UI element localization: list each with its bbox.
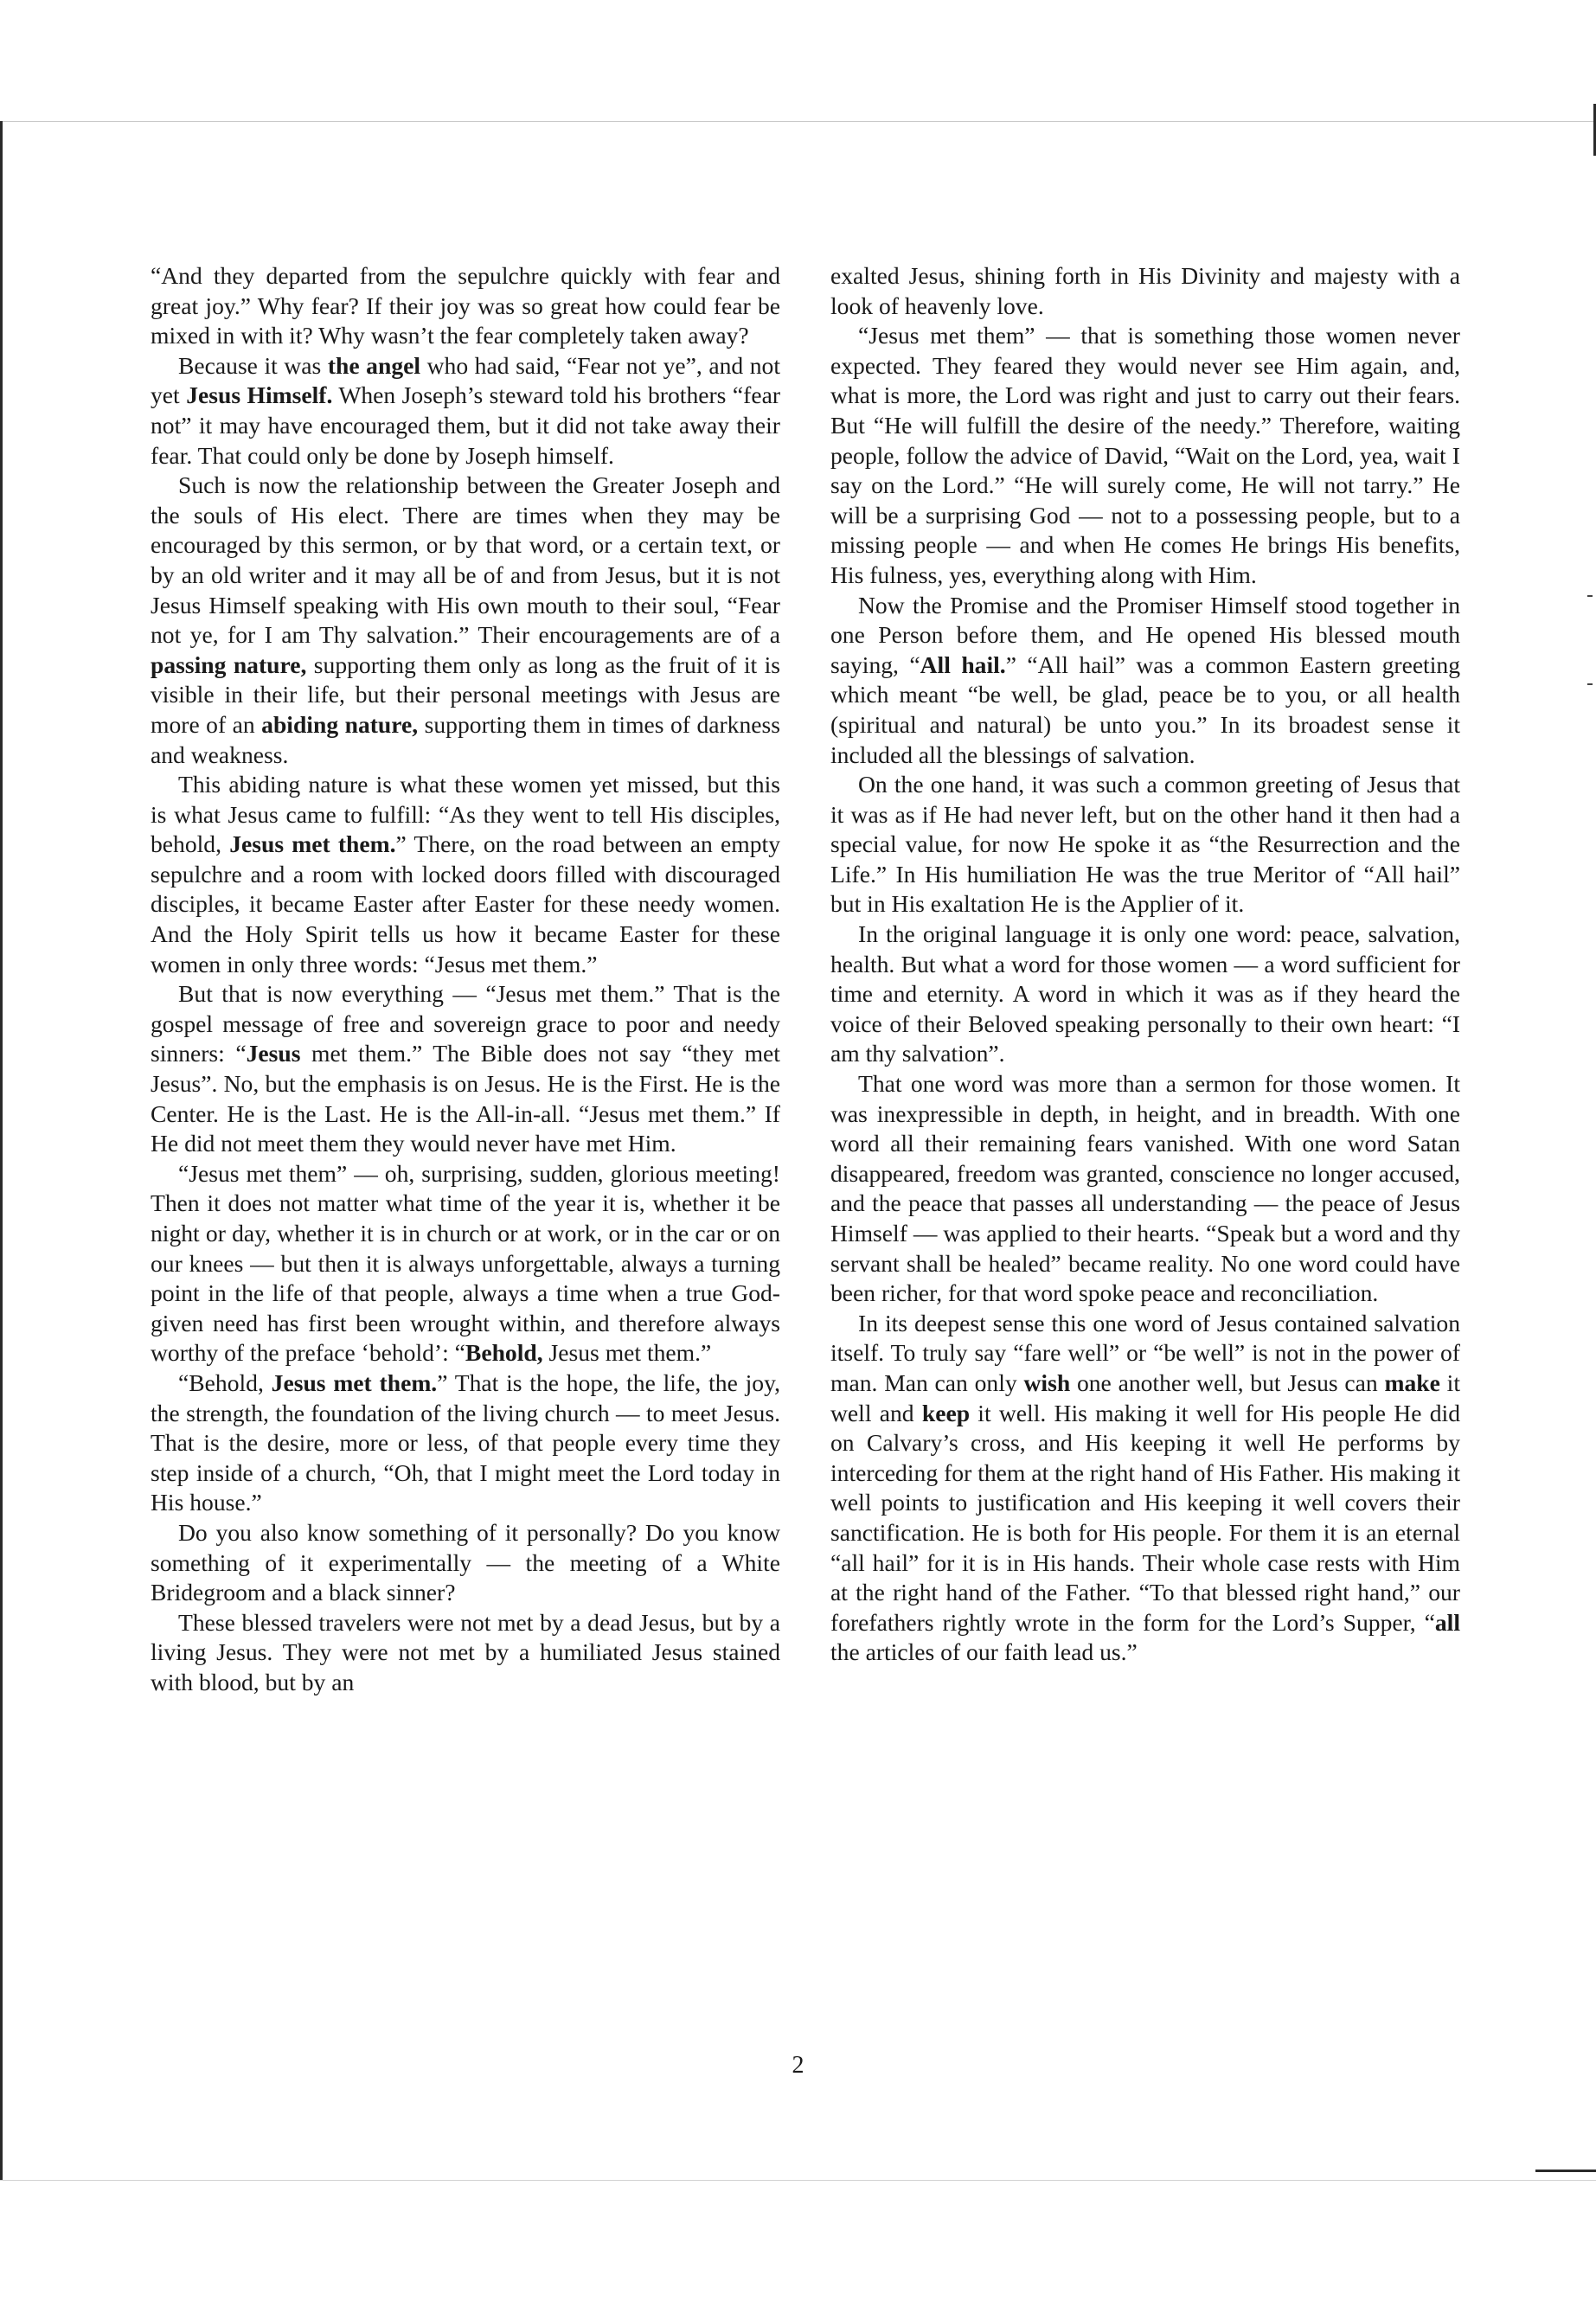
paragraph: “Jesus met them” — oh, surprising, sudden, glorious meeting! Then it does not matter what time of the year it is, whether it be night or day, whether it is in church or at work, or in the car or on our knees — but then it is always unforgettable, always a turning point in the life of that people, always a time when a true God-given need has first been wrought within, and therefore always worthy of the preface ‘behold’: “Behold, Jesus met them.” — [151, 1159, 780, 1367]
left-column — [151, 261, 780, 1698]
scan-margin-mark — [1587, 595, 1593, 597]
paragraph: But that is now everything — “Jesus met them.” That is the gospel message of free and sovereign grace to poor and needy sinners: “Jesus met them.” The Bible does not say “they met Jesus”. No, but the emphasis is on Jesus. He is the First. He is the Center. He is the Last. He is the All-in-all. “Jesus met them.” If He did not meet them they would never have met Him. — [151, 980, 780, 1157]
paragraph: exalted Jesus, shining forth in His Divinity and majesty with a look of heavenly love. — [830, 262, 1460, 319]
paragraph: “And they departed from the sepulchre quickly with fear and great joy.” Why fear? If their joy was so great how could fear be mixed in with it? Why wasn’t the fear completely taken away? — [151, 262, 780, 349]
scan-margin-mark — [1587, 683, 1593, 685]
scan-top-border — [0, 121, 1596, 122]
paragraph: That one word was more than a sermon for those women. It was inexpressible in depth, in height, and in breadth. With one word all their remaining fears vanished. With one word Satan disappeared, freedom was granted, conscience no longer accused, and the peace that passes all understanding — the peace of Jesus Himself — was applied to their hearts. “Speak but a word and thy servant shall be healed” became reality. No one word could have been richer, for that word spoke peace and reconciliation. — [830, 1070, 1460, 1307]
paragraph: Such is now the relationship between the Greater Joseph and the souls of His elect. There are times when they may be encouraged by this sermon, or by that word, or a certain text, or by an old writer and it may all be of and from Jesus, but it is not Jesus Himself speaking with His own mouth to their soul, “Fear not ye, for I am Thy salvation.” Their encouragements are of a passing nature, supporting them only as long as the fruit of it is visible in their life, but their personal meetings with Jesus are more of an abiding nature, supporting them in times of darkness and weakness. — [151, 471, 781, 768]
paragraph: These blessed travelers were not met by a dead Jesus, but by a living Jesus. They were not met by a humiliated Jesus stained with blood, but by an — [151, 1608, 780, 1695]
paragraph: This abiding nature is what these women yet missed, but this is what Jesus came to fulfill: “As they went to tell His disciples, behold, Jesus met them.” There, on the road between an empty sepulchre and a room with locked doors filled with discouraged disciples, it became Easter after Easter for these needy women. And the Holy Spirit tells us how it became Easter for these women in only three words: “Jesus met them.” — [151, 771, 780, 977]
paragraph: Because it was the angel who had said, “Fear not ye”, and not yet Jesus Himself. When Joseph’s steward told his brothers “fear not” it may have encouraged them, but it did not take away their fear. That could only be done by Joseph himself. — [151, 351, 781, 469]
paragraph: In the original language it is only one word: peace, salvation, health. But what a word for those women — a word sufficient for time and eternity. A word in which it was as if they heard the voice of their Beloved speaking personally to their own heart: “I am thy salvation”. — [830, 920, 1460, 1067]
paragraph: “Jesus met them” — that is something those women never expected. They feared they would never see Him again, and, what is more, the Lord was right and just to carry out their fears. But “He will fulfill the desire of the needy.” Therefore, waiting people, follow the advice of David, “Wait on the Lord, yea, wait I say on the Lord.” “He will surely come, He will not tarry.” He will be a surprising God — not to a possessing people, but to a missing people — and when He comes He brings His benefits, His fulness, yes, everything along with Him. — [830, 322, 1460, 588]
scan-bottom-border — [0, 2180, 1596, 2181]
right-column — [830, 261, 1460, 1668]
paragraph: Now the Promise and the Promiser Himself stood together in one Person before them, and He opened His blessed mouth saying, “All hail.” “All hail” was a common Eastern greeting which meant “be well, be glad, peace be to you, or all health (spiritual and natural) be unto you.” In its broadest sense it included all the blessings of salvation. — [830, 591, 1460, 768]
paragraph: On the one hand, it was such a common greeting of Jesus that it was as if He had never left, but on the other hand it then had a special value, for now He spoke it as “the Resurrection and the Life.” In His humiliation He was the true Meritor of “All hail” but in His exaltation He is the Applier of it. — [830, 771, 1460, 918]
scan-bottom-right-edge — [1535, 2170, 1596, 2172]
page-number: 2 — [792, 2052, 804, 2079]
scan-left-edge — [0, 121, 3, 2180]
paragraph: “Behold, Jesus met them.” That is the hope, the life, the joy, the strength, the foundation of the living church — to meet Jesus. That is the desire, more or less, of that people every time they step inside of a church, “Oh, that I might meet the Lord today in His house.” — [151, 1368, 780, 1516]
paragraph: In its deepest sense this one word of Jesus contained salvation itself. To truly say “fare well” or “be well” is not in the power of man. Man can only wish one another well, but Jesus can make it well and keep it well. His making it well for His people He did on Calvary’s cross, and His keeping it well He performs by interceding for them at the right hand of His Father. His making it well points to justification and His keeping it well covers their sanctification. He is both for His people. For them it is an eternal “all hail” for it is in His hands. Their whole case rests with Him at the right hand of the Father. “To that blessed right hand,” our forefathers rightly wrote in the form for the Lord’s Supper, “all the articles of our faith lead us.” — [830, 1309, 1460, 1666]
paragraph: Do you also know something of it personally? Do you know something of it experimentally — the meeting of a White Bridegroom and a black sinner? — [151, 1518, 780, 1606]
